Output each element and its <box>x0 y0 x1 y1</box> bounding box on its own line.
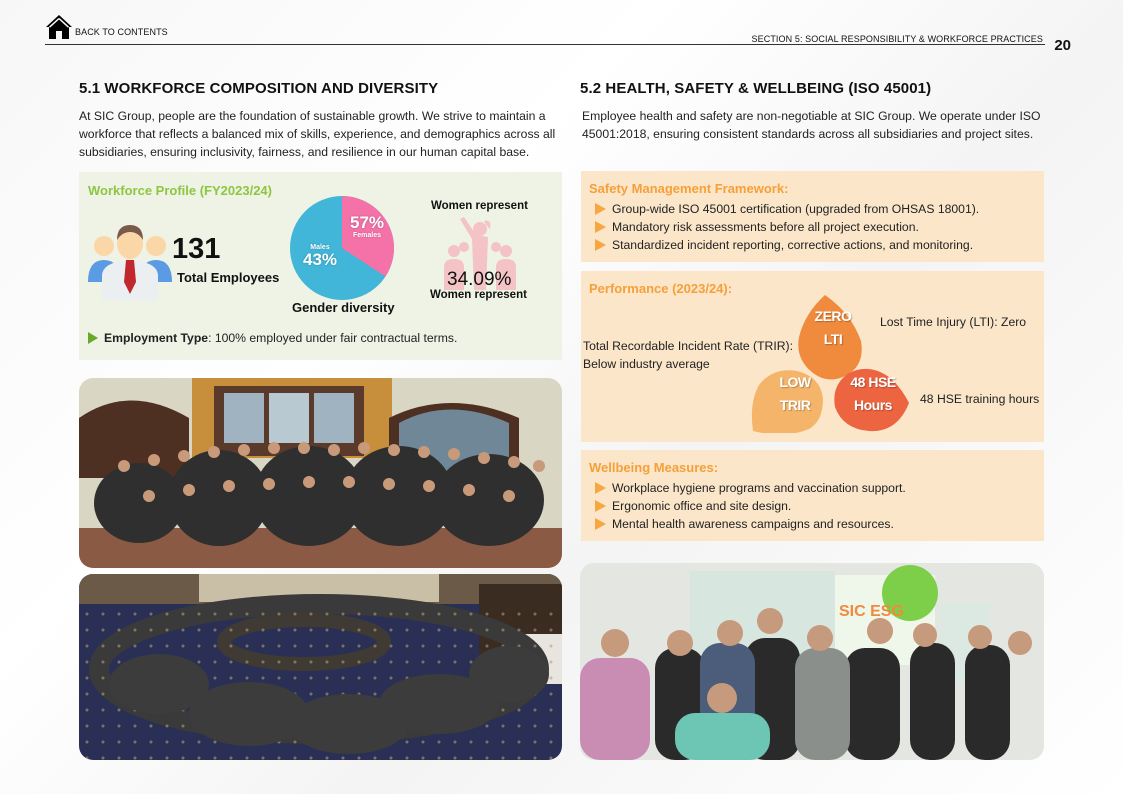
males-label: Males <box>310 244 330 251</box>
males-pct: 43% <box>302 250 338 269</box>
header-divider <box>45 44 1045 45</box>
list-item: Ergonomic office and site design. <box>595 497 906 515</box>
wellbeing-box <box>581 450 1044 541</box>
safety-framework-box <box>581 171 1044 262</box>
employment-type-line <box>88 331 457 345</box>
esg-training-photo <box>580 563 1044 760</box>
list-item: Mental health awareness campaigns and resources. <box>595 515 906 533</box>
petal-zero-lti: ZERO LTI <box>814 308 852 347</box>
gender-diversity-label: Gender diversity <box>292 300 395 315</box>
circle-activity-photo <box>79 574 562 760</box>
arrow-bullet-icon <box>595 221 606 233</box>
performance-box <box>581 271 1044 442</box>
arrow-bullet-icon <box>595 239 606 251</box>
section-title: SECTION 5: SOCIAL RESPONSIBILITY & WORKFORCE PRACTICES <box>751 34 1043 44</box>
safety-framework-title: Safety Management Framework: <box>589 181 789 196</box>
employment-type-label: Employment Type <box>104 331 209 345</box>
females-pct: 57% <box>349 213 385 232</box>
hse-note: 48 HSE training hours <box>920 392 1040 406</box>
list-item: Workplace hygiene programs and vaccination support. <box>595 479 906 497</box>
performance-title: Performance (2023/24): <box>589 281 733 296</box>
workforce-heading: 5.1 WORKFORCE COMPOSITION AND DIVERSITY <box>79 80 439 97</box>
back-to-contents-label: BACK TO CONTENTS <box>75 27 168 37</box>
safety-heading: 5.2 HEALTH, SAFETY & WELLBEING (ISO 45001) <box>580 80 932 97</box>
home-icon <box>45 14 73 40</box>
arrow-bullet-icon <box>595 203 606 215</box>
esg-screen-text: SIC ESG <box>839 603 904 620</box>
petal-low-trir: LOW TRIR <box>779 374 811 413</box>
arrow-bullet-icon <box>595 518 606 530</box>
arrow-bullet-icon <box>88 332 98 344</box>
females-label: Females <box>352 232 382 239</box>
arrow-bullet-icon <box>595 482 606 494</box>
list-item: Mandatory risk assessments before all project execution. <box>595 218 979 236</box>
total-employees-value: 131 <box>172 233 221 265</box>
women-represent-caption: Women represent <box>430 289 527 301</box>
women-percentage: 34.09% <box>447 269 512 290</box>
petal-48-hse-hours: 48 HSE Hours <box>850 374 896 413</box>
women-represent-heading: Women represent <box>431 200 528 212</box>
wellbeing-list <box>595 479 906 533</box>
gender-pie-chart <box>290 196 394 300</box>
lti-note: Lost Time Injury (LTI): Zero <box>880 315 1027 329</box>
group-photo <box>79 378 562 568</box>
back-to-contents-link[interactable] <box>45 14 168 40</box>
list-item: Group-wide ISO 45001 certification (upgraded from OHSAS 18001). <box>595 200 979 218</box>
wellbeing-title: Wellbeing Measures: <box>589 460 719 475</box>
employment-type-value: : 100% employed under fair contractual terms. <box>208 331 458 345</box>
workforce-profile-title: Workforce Profile (FY2023/24) <box>88 183 272 198</box>
trir-note: Total Recordable Incident Rate (TRIR): Below industry average <box>583 339 793 371</box>
total-employees-label: Total Employees <box>177 270 280 285</box>
arrow-bullet-icon <box>595 500 606 512</box>
safety-framework-list <box>595 200 979 254</box>
workforce-intro: At SIC Group, people are the foundation of sustainable growth. We strive to maintain a workforce that reflects a balanced mix of skills, experience, and demographics across all subsidiaries, ensuring inclusivity, fairness, and resilience in our human capital base. <box>79 109 556 159</box>
employees-icon <box>88 222 172 302</box>
page-number: 20 <box>1054 37 1071 54</box>
list-item: Standardized incident reporting, corrective actions, and monitoring. <box>595 236 979 254</box>
safety-intro: Employee health and safety are non-negotiable at SIC Group. We operate under ISO 45001:2018, ensuring consistent standards across all subsidiaries and project sites. <box>582 109 1041 141</box>
